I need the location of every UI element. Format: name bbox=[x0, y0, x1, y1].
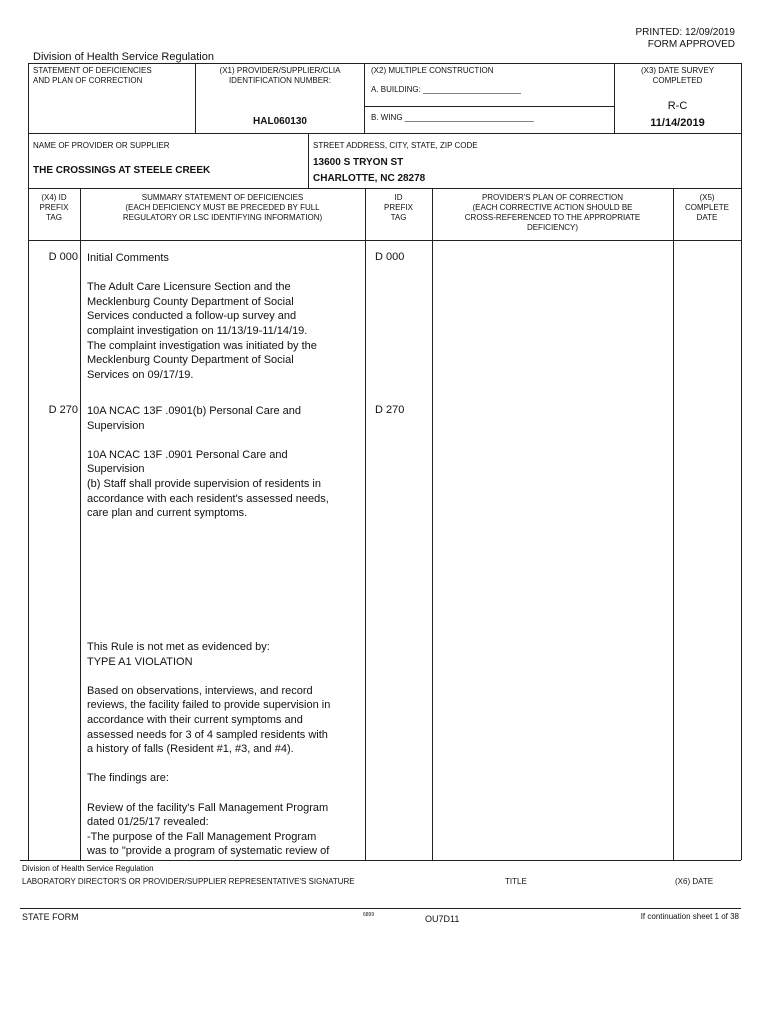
agency-name: Division of Health Service Regulation bbox=[33, 51, 214, 63]
footer-agency: Division of Health Service Regulation bbox=[22, 864, 154, 873]
survey-code: R-C bbox=[667, 100, 688, 112]
summary-column-divider bbox=[365, 188, 366, 860]
state-form-label: STATE FORM bbox=[22, 912, 79, 922]
x5-header: (X5) COMPLETE DATE bbox=[684, 193, 729, 222]
findings-text: This Rule is not met as evidenced by: TYPE A1 VIOLATION Based on observations, interviews, and record reviews, the facility failed to provide supervision in accordance with their current symptoms and assessed needs for 3 of 4 sampled residents with a history of falls (Resident #1, #3, and #4). The findings are: Review of the facility's Fall Management Program dated 01/25/17 revealed: -The purpose of the Fall Management Program was to "provide a program of systematic review of bbox=[87, 641, 331, 858]
x4-column-divider bbox=[80, 188, 81, 860]
column-header-divider bbox=[28, 240, 741, 241]
address-line2: CHARLOTTE, NC 28278 bbox=[313, 173, 426, 184]
id-header: ID PREFIX TAG bbox=[384, 193, 413, 222]
provider-name-label: NAME OF PROVIDER OR SUPPLIER bbox=[33, 141, 170, 150]
address-label: STREET ADDRESS, CITY, STATE, ZIP CODE bbox=[313, 141, 478, 150]
address-divider bbox=[308, 133, 309, 188]
provider-id: HAL060130 bbox=[253, 116, 307, 127]
summary-header: SUMMARY STATEMENT OF DEFICIENCIES (EACH DEFICIENCY MUST BE PRECEDED BY FULL REGULATORY OR LSC IDENTIFYING INFORMATION) bbox=[122, 193, 323, 222]
title-label: TITLE bbox=[505, 877, 527, 886]
x1-label: (X1) PROVIDER/SUPPLIER/CLIA IDENTIFICATION NUMBER: bbox=[219, 66, 341, 85]
signature-label: LABORATORY DIRECTOR'S OR PROVIDER/SUPPLIER REPRESENTATIVE'S SIGNATURE bbox=[22, 877, 355, 886]
plan-column-divider bbox=[673, 188, 674, 860]
left-border bbox=[28, 63, 29, 860]
row-id-tag: D 270 bbox=[375, 404, 405, 416]
continuation-label: If continuation sheet 1 of 38 bbox=[640, 912, 739, 921]
provider-name: THE CROSSINGS AT STEELE CREEK bbox=[33, 165, 211, 176]
header-top-rule bbox=[28, 63, 741, 64]
x3-label: (X3) DATE SURVEY COMPLETED bbox=[640, 66, 715, 85]
row-tag: D 000 bbox=[48, 251, 78, 263]
footer-rule bbox=[20, 860, 741, 861]
x4-header: (X4) ID PREFIX TAG bbox=[39, 193, 69, 222]
plan-header: PROVIDER'S PLAN OF CORRECTION (EACH CORRECTIVE ACTION SHOULD BE CROSS-REFERENCED TO THE APPROPRIATE DEFICIENCY) bbox=[464, 193, 641, 232]
printed-date: PRINTED: 12/09/2019 bbox=[635, 27, 735, 38]
date-label: (X6) DATE bbox=[675, 877, 714, 886]
statement-label: STATEMENT OF DEFICIENCIES AND PLAN OF CORRECTION bbox=[33, 66, 152, 85]
construction-divider bbox=[364, 106, 614, 107]
bottom-rule bbox=[20, 908, 741, 909]
row-id-tag: D 000 bbox=[375, 251, 405, 263]
provider-divider bbox=[28, 188, 741, 189]
survey-date: 11/14/2019 bbox=[650, 117, 705, 129]
wing-label: B. WING _____________________________ bbox=[371, 113, 534, 122]
right-border bbox=[741, 63, 742, 860]
form-approved: FORM APPROVED bbox=[647, 39, 735, 50]
address-line1: 13600 S TRYON ST bbox=[313, 157, 404, 168]
row-tag: D 270 bbox=[48, 404, 78, 416]
id-column-divider bbox=[432, 188, 433, 860]
row-summary-text: 10A NCAC 13F .0901(b) Personal Care and Supervision 10A NCAC 13F .0901 Personal Care and Supervision (b) Staff shall provide supervision of residents in accordance with each resident's assessed needs, care plan and current symptoms. bbox=[87, 405, 329, 520]
form-number: 6899 bbox=[363, 912, 375, 918]
building-label: A. BUILDING: ______________________ bbox=[371, 85, 521, 94]
x2-label: (X2) MULTIPLE CONSTRUCTION bbox=[371, 66, 494, 75]
header-divider bbox=[28, 133, 741, 134]
event-id: OU7D11 bbox=[425, 914, 460, 924]
row-summary-text: Initial Comments The Adult Care Licensure Section and the Mecklenburg County Department of Social Services conducted a follow-up survey and complaint investigation on 11/13/19-11/14/19. The complaint investigation was initiated by the Mecklenburg County Department of Social Services on 09/17/19. bbox=[87, 252, 317, 381]
